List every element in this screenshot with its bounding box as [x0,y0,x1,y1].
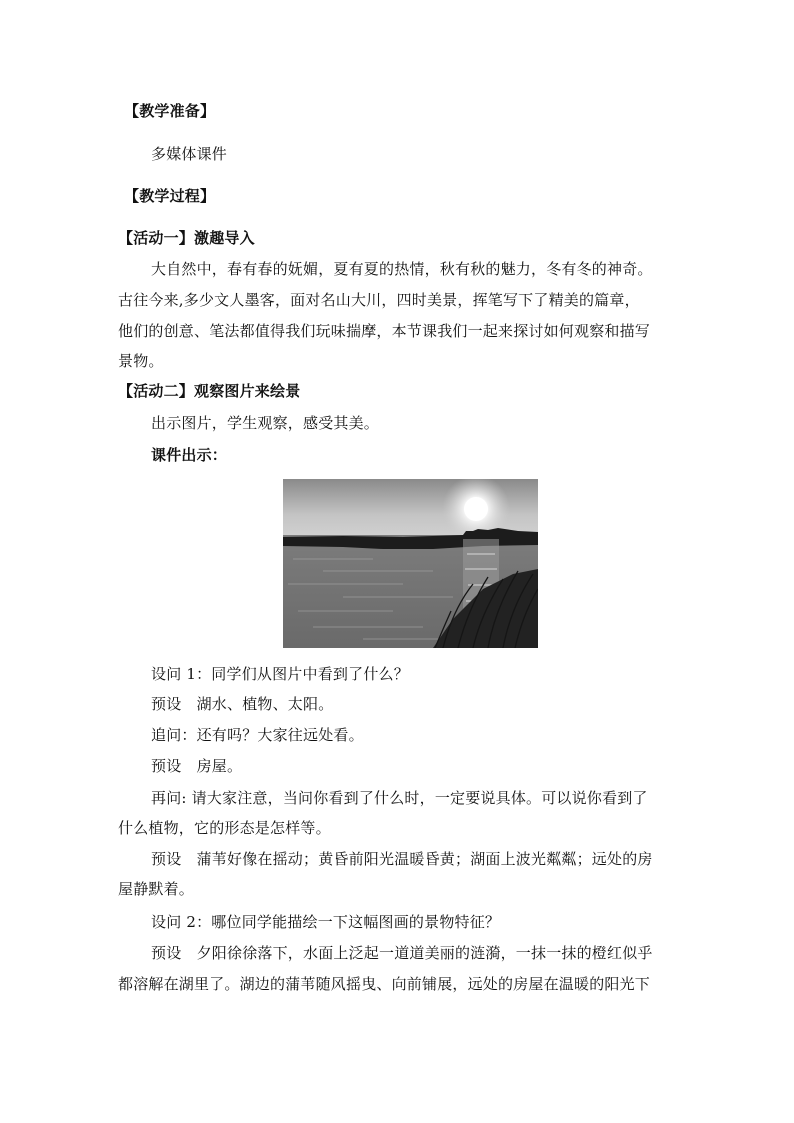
dialog-line: 预设 湖水、植物、太阳。 [151,695,334,713]
activity1-line: 景物。 [118,352,164,370]
activity1-line: 大自然中，春有春的妩媚，夏有夏的热情，秋有秋的魅力，冬有冬的神奇。 [151,260,653,278]
sunset-lake-photo [283,479,538,648]
dialog-line: 都溶解在湖里了。湖边的蒲苇随风摇曳、向前铺展，远处的房屋在温暖的阳光下 [118,975,651,993]
activity2-intro: 出示图片，学生观察，感受其美。 [151,414,380,432]
activity1-line: 他们的创意、笔法都值得我们玩味揣摩，本节课我们一起来探讨如何观察和描写 [118,322,651,340]
dialog-line: 什么植物，它的形态是怎样等。 [118,819,331,837]
dialog-line: 设问 2：哪位同学能描绘一下这幅图画的景物特征？ [151,913,501,931]
process-heading: 【教学过程】 [124,187,216,205]
dialog-line: 再问: 请大家注意，当问你看到了什么时，一定要说具体。可以说你看到了 [151,789,648,807]
dialog-line: 设问 1：同学们从图片中看到了什么？ [151,665,409,683]
activity2-heading: 【活动二】观察图片来绘景 [118,382,301,400]
dialog-line: 预设 房屋。 [151,757,243,775]
prep-text: 多媒体课件 [151,145,228,163]
activity1-heading: 【活动一】激趣导入 [118,229,255,247]
prep-heading: 【教学准备】 [124,102,216,120]
dialog-line: 追问：还有吗？大家往远处看。 [151,726,364,744]
activity1-line: 古往今来,多少文人墨客，面对名山大川，四时美景，挥笔写下了精美的篇章， [118,291,640,309]
dialog-line: 预设 夕阳徐徐落下，水面上泛起一道道美丽的涟漪，一抹一抹的橙红似乎 [151,944,653,962]
dialog-line: 预设 蒲苇好像在摇动；黄昏前阳光温暖昏黄；湖面上波光粼粼；远处的房 [151,850,653,868]
dialog-line: 屋静默着。 [118,880,195,898]
show-label: 课件出示： [151,446,228,464]
